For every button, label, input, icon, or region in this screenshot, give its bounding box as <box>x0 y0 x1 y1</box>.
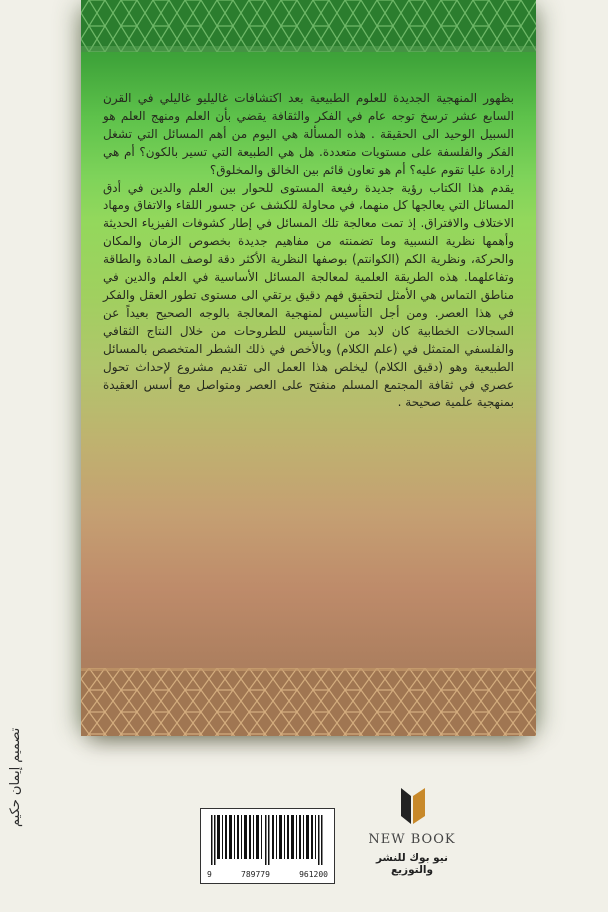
book-logo-icon <box>399 786 427 826</box>
isbn-first-digit: 9 <box>207 870 212 879</box>
blurb-paragraph-2: يقدم هذا الكتاب رؤية جديدة رفيعة المستوى للحوار بين العلم والدين في أدق المسائل التي يعالجها كل منهما، في محاولة للكشف عن جسور اللقاء والاتفاق ومهاد الاختلاف والافتراق. إذ تمت معالجة تلك المسائل في إطار كشوفات الفيزياء الحديثة وأهمها نظرية النسبية وما تضمنته من مفاهيم جديدة بخصوص الزمان والمكان والحركة، ونظرية الكم (الكوانتم) بوصفها النظرية الأكثر دقة لوصف المادة والطاقة وتفاعلهما. هذه الطريقة العلمية لمعالجة المسائل الأساسية في العلم والدين في مناطق التماس هي الأمثل لتحقيق فهم دقيق يرتقي الى مستوى تطور العقل والفكر في هذا العصر. ومن أجل التأسيس لمنهجية المعالجة بالوجه الصحيح بعيداً عن السجالات الخطابية كان لابد من التأسيس للطروحات من خلال النتاج الثقافي والفلسفي المتمثل في (علم الكلام) وبالأخص في ذلك الشطر المتخصص بالمسائل الطبيعية وهو (دقيق الكلام) ليخلص هذا العمل الى تقديم مشروع لإحداث تحول عصري في ثقافة المجتمع المسلم منفتح على العصر ومتواصل مع أسس العقيدة بمنهجية علمية صحيحة . <box>103 180 514 410</box>
barcode-bars-icon <box>211 815 324 865</box>
isbn-group-1: 789779 <box>241 870 270 879</box>
ornament-band-bottom <box>81 668 536 736</box>
isbn-group-2: 961200 <box>299 870 328 879</box>
isbn-barcode <box>200 808 335 884</box>
blurb-paragraph-1: بظهور المنهجية الجديدة للعلوم الطبيعية بعد اكتشافات غاليليو غاليلي في القرن السابع عشر ترسخ توجه عام في الفكر والثقافة يقضي بأن العلم ومنهج العلم هو السبيل الوحيد الى الحقيقة . هذه المسألة هي اليوم من أهم المسائل التي تشغل الفكر والفلسفة على مستويات متعددة. هل هي الطبيعة التي تسير بالكون؟ أم هي إرادة عليا تقوم عليه؟ أم هو تعاون قائم بين الخالق والمخلوق؟ <box>103 91 514 177</box>
blurb-text <box>103 90 514 412</box>
publisher-name-en: NEW BOOK <box>368 832 456 847</box>
ornament-band-top <box>81 0 536 52</box>
designer-credit: تصميم إيمان حكيم <box>8 727 23 828</box>
isbn-digits <box>205 870 330 879</box>
publisher-name-ar: نيو بوك للنشر والتوزيع <box>375 852 448 876</box>
